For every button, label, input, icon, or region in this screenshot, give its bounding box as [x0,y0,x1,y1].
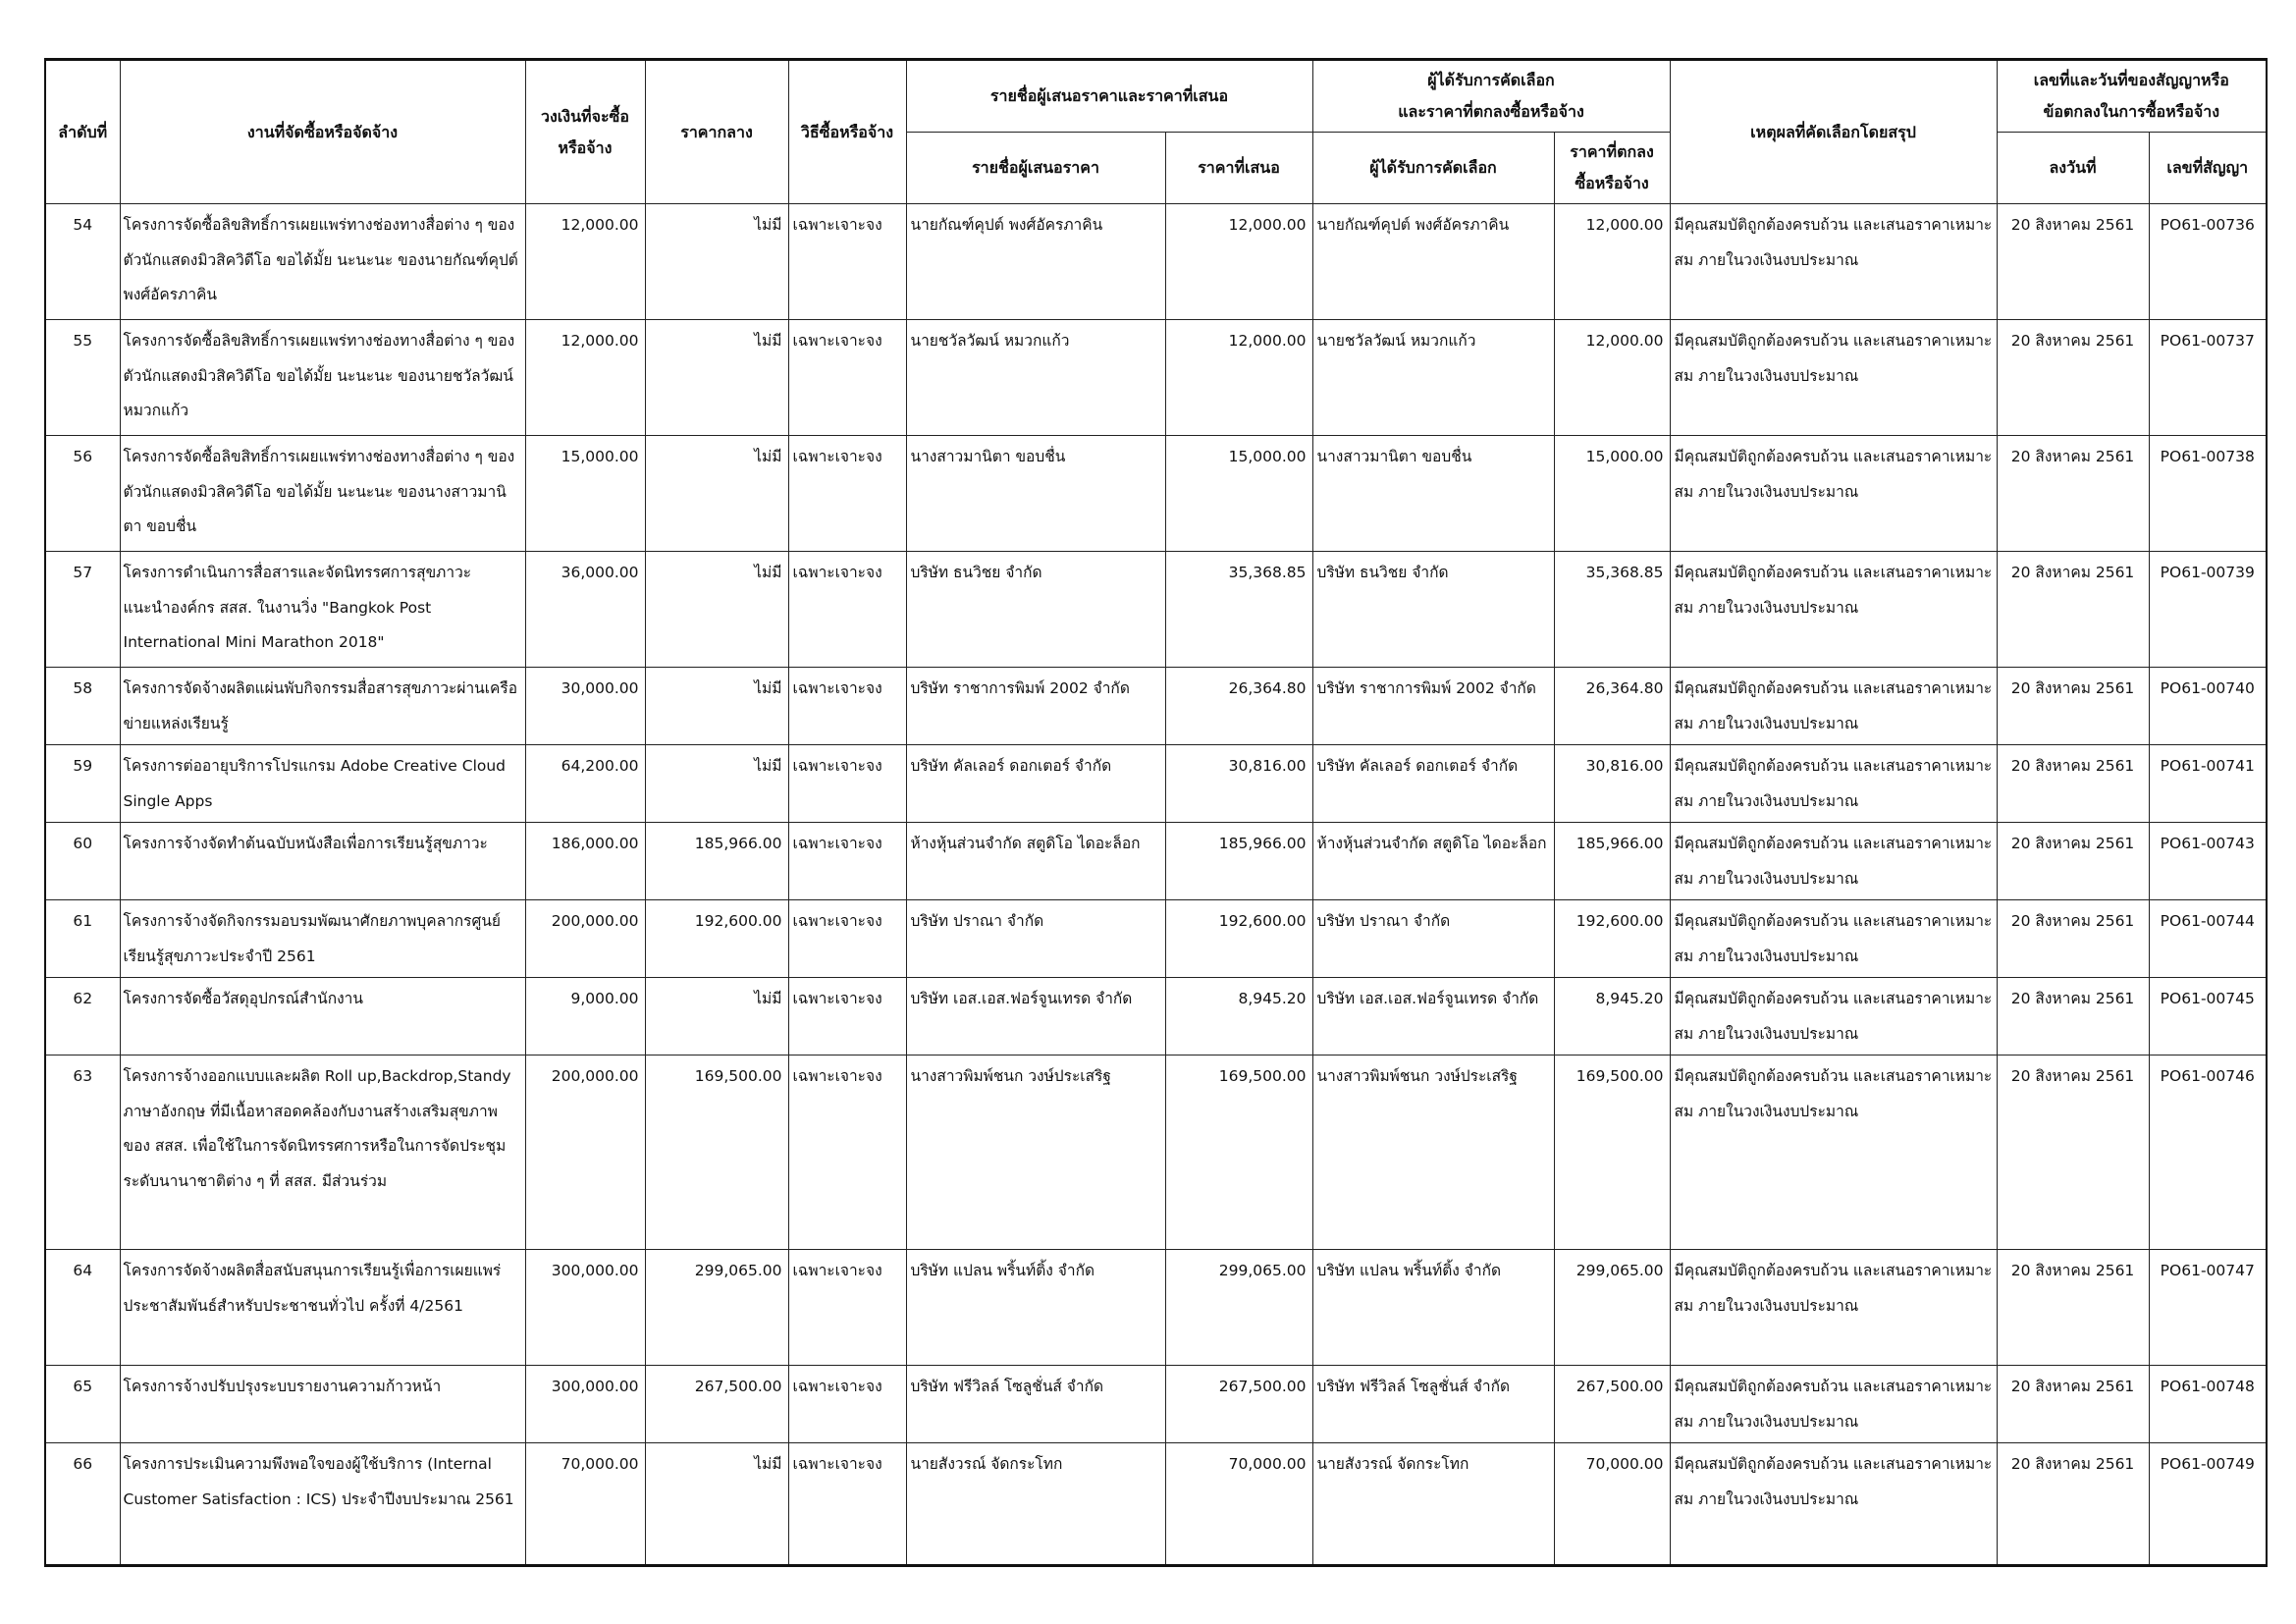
cell-agreed-price: 35,368.85 [1554,552,1670,668]
table-row [45,823,2267,900]
cell-bidder: บริษัท ราชาการพิมพ์ 2002 จำกัด [906,668,1165,745]
cell-bid-price: 267,500.00 [1165,1366,1312,1443]
cell-seq: 54 [45,204,120,320]
cell-budget: 300,000.00 [525,1366,645,1443]
cell-contract: PO61-00748 [2149,1366,2267,1443]
cell-agreed-price: 70,000.00 [1554,1443,1670,1566]
cell-contract: PO61-00744 [2149,900,2267,978]
cell-median: 185,966.00 [645,823,788,900]
cell-bidder: นายชวัลวัฒน์ หมวกแก้ว [906,320,1165,436]
table-row [45,1250,2267,1366]
cell-bid-price: 70,000.00 [1165,1443,1312,1566]
table-row [45,320,2267,436]
cell-bid-price: 169,500.00 [1165,1056,1312,1250]
header-budget-line1: วงเงินที่จะซื้อ [541,106,629,126]
cell-bidder: นายสังวรณ์ จัดกระโทก [906,1443,1165,1566]
cell-seq: 64 [45,1250,120,1366]
cell-reason: มีคุณสมบัติถูกต้องครบถ้วน และเสนอราคาเหมาะสม ภายในวงเงินงบประมาณ [1670,1366,1997,1443]
cell-reason: มีคุณสมบัติถูกต้องครบถ้วน และเสนอราคาเหมาะสม ภายในวงเงินงบประมาณ [1670,900,1997,978]
cell-seq: 65 [45,1366,120,1443]
header-agreed-price [1554,133,1670,204]
cell-project: โครงการจัดจ้างผลิตแผ่นพับกิจกรรมสื่อสารสุขภาวะผ่านเครือข่ายแหล่งเรียนรู้ [120,668,525,745]
cell-seq: 55 [45,320,120,436]
cell-selected: นางสาวมานิตา ขอบชื่น [1312,436,1554,552]
cell-date: 20 สิงหาคม 2561 [1997,204,2149,320]
cell-project: โครงการจัดซื้อลิขสิทธิ์การเผยแพร่ทางช่องทางสื่อต่าง ๆ ของตัวนักแสดงมิวสิควิดีโอ ขอได้มั้ย นะนะนะ ของนายชวัลวัฒน์ หมวกแก้ว [120,320,525,436]
cell-project: โครงการจัดซื้อลิขสิทธิ์การเผยแพร่ทางช่องทางสื่อต่าง ๆ ของตัวนักแสดงมิวสิควิดีโอ ขอได้มั้ย นะนะนะ ของนายกัณฑ์คุปต์ พงศ์อัครภาคิน [120,204,525,320]
cell-agreed-price: 12,000.00 [1554,320,1670,436]
cell-selected: บริษัท ธนวิชย จำกัด [1312,552,1554,668]
cell-agreed-price: 267,500.00 [1554,1366,1670,1443]
cell-contract: PO61-00749 [2149,1443,2267,1566]
header-bidders-group: รายชื่อผู้เสนอราคาและราคาที่เสนอ [906,60,1312,133]
cell-bid-price: 26,364.80 [1165,668,1312,745]
cell-method: เฉพาะเจาะจง [788,745,906,823]
header-budget [525,60,645,204]
table-row [45,204,2267,320]
cell-contract: PO61-00747 [2149,1250,2267,1366]
cell-bidder: ห้างหุ้นส่วนจำกัด สตูดิโอ ไดอะล็อก [906,823,1165,900]
header-bid-price: ราคาที่เสนอ [1165,133,1312,204]
cell-contract: PO61-00743 [2149,823,2267,900]
cell-method: เฉพาะเจาะจง [788,978,906,1056]
cell-contract: PO61-00740 [2149,668,2267,745]
header-contract-group [1997,60,2267,133]
cell-method: เฉพาะเจาะจง [788,1366,906,1443]
cell-date: 20 สิงหาคม 2561 [1997,900,2149,978]
cell-median: ไม่มี [645,320,788,436]
cell-date: 20 สิงหาคม 2561 [1997,823,2149,900]
cell-date: 20 สิงหาคม 2561 [1997,668,2149,745]
cell-reason: มีคุณสมบัติถูกต้องครบถ้วน และเสนอราคาเหมาะสม ภายในวงเงินงบประมาณ [1670,823,1997,900]
cell-date: 20 สิงหาคม 2561 [1997,436,2149,552]
cell-median: 192,600.00 [645,900,788,978]
cell-median: 299,065.00 [645,1250,788,1366]
header-selected-group-line1: ผู้ได้รับการคัดเลือก [1427,71,1555,89]
header-agreed-line2: ซื้อหรือจ้าง [1575,174,1649,192]
header-method: วิธีซื้อหรือจ้าง [788,60,906,204]
cell-budget: 36,000.00 [525,552,645,668]
cell-budget: 30,000.00 [525,668,645,745]
table-row [45,978,2267,1056]
cell-method: เฉพาะเจาะจง [788,436,906,552]
cell-contract: PO61-00745 [2149,978,2267,1056]
cell-contract: PO61-00737 [2149,320,2267,436]
cell-seq: 56 [45,436,120,552]
cell-date: 20 สิงหาคม 2561 [1997,978,2149,1056]
cell-budget: 64,200.00 [525,745,645,823]
cell-seq: 61 [45,900,120,978]
cell-reason: มีคุณสมบัติถูกต้องครบถ้วน และเสนอราคาเหมาะสม ภายในวงเงินงบประมาณ [1670,552,1997,668]
cell-method: เฉพาะเจาะจง [788,552,906,668]
cell-project: โครงการประเมินความพึงพอใจของผู้ใช้บริการ (Internal Customer Satisfaction : ICS) ประจำปีงบประมาณ 2561 [120,1443,525,1566]
cell-bid-price: 15,000.00 [1165,436,1312,552]
cell-bid-price: 12,000.00 [1165,204,1312,320]
cell-bidder: บริษัท คัลเลอร์ ดอกเตอร์ จำกัด [906,745,1165,823]
cell-date: 20 สิงหาคม 2561 [1997,1250,2149,1366]
header-selected-name: ผู้ได้รับการคัดเลือก [1312,133,1554,204]
cell-seq: 63 [45,1056,120,1250]
cell-median: 169,500.00 [645,1056,788,1250]
cell-date: 20 สิงหาคม 2561 [1997,745,2149,823]
cell-agreed-price: 192,600.00 [1554,900,1670,978]
cell-method: เฉพาะเจาะจง [788,1443,906,1566]
cell-selected: บริษัท แปลน พริ้นท์ติ้ง จำกัด [1312,1250,1554,1366]
cell-agreed-price: 169,500.00 [1554,1056,1670,1250]
cell-contract: PO61-00739 [2149,552,2267,668]
header-seq: ลำดับที่ [45,60,120,204]
cell-seq: 66 [45,1443,120,1566]
cell-median: ไม่มี [645,1443,788,1566]
cell-budget: 186,000.00 [525,823,645,900]
table-row [45,668,2267,745]
cell-method: เฉพาะเจาะจง [788,1250,906,1366]
cell-bidder: บริษัท ปราณา จำกัด [906,900,1165,978]
cell-selected: บริษัท ปราณา จำกัด [1312,900,1554,978]
cell-median: ไม่มี [645,668,788,745]
cell-selected: บริษัท เอส.เอส.ฟอร์จูนเทรด จำกัด [1312,978,1554,1056]
cell-project: โครงการจัดซื้อวัสดุอุปกรณ์สำนักงาน [120,978,525,1056]
cell-method: เฉพาะเจาะจง [788,320,906,436]
cell-reason: มีคุณสมบัติถูกต้องครบถ้วน และเสนอราคาเหมาะสม ภายในวงเงินงบประมาณ [1670,320,1997,436]
header-contract-no: เลขที่สัญญา [2149,133,2267,204]
header-work: งานที่จัดซื้อหรือจัดจ้าง [120,60,525,204]
header-contract-group-line1: เลขที่และวันที่ของสัญญาหรือ [2033,71,2229,89]
cell-bidder: นางสาวพิมพ์ชนก วงษ์ประเสริฐ [906,1056,1165,1250]
cell-agreed-price: 299,065.00 [1554,1250,1670,1366]
cell-seq: 57 [45,552,120,668]
header-contract-group-line2: ข้อตกลงในการซื้อหรือจ้าง [2043,102,2220,121]
table-row [45,1443,2267,1566]
cell-median: ไม่มี [645,978,788,1056]
cell-bid-price: 299,065.00 [1165,1250,1312,1366]
cell-date: 20 สิงหาคม 2561 [1997,552,2149,668]
cell-project: โครงการจ้างออกแบบและผลิต Roll up,Backdrop,Standy ภาษาอังกฤษ ที่มีเนื้อหาสอดคล้องกับงานสร้างเสริมสุขภาพ ของ สสส. เพื่อใช้ในการจัดนิทรรศการหรือในการจัดประชุมระดับนานาชาติต่าง ๆ ที่ สสส. มีส่วนร่วม [120,1056,525,1250]
cell-seq: 58 [45,668,120,745]
cell-reason: มีคุณสมบัติถูกต้องครบถ้วน และเสนอราคาเหมาะสม ภายในวงเงินงบประมาณ [1670,204,1997,320]
cell-budget: 12,000.00 [525,204,645,320]
cell-selected: นางสาวพิมพ์ชนก วงษ์ประเสริฐ [1312,1056,1554,1250]
cell-date: 20 สิงหาคม 2561 [1997,1443,2149,1566]
cell-selected: ห้างหุ้นส่วนจำกัด สตูดิโอ ไดอะล็อก [1312,823,1554,900]
cell-selected: นายชวัลวัฒน์ หมวกแก้ว [1312,320,1554,436]
header-selected-group [1312,60,1670,133]
cell-bidder: บริษัท ธนวิชย จำกัด [906,552,1165,668]
cell-agreed-price: 8,945.20 [1554,978,1670,1056]
cell-selected: บริษัท คัลเลอร์ ดอกเตอร์ จำกัด [1312,745,1554,823]
header-median: ราคากลาง [645,60,788,204]
cell-agreed-price: 15,000.00 [1554,436,1670,552]
header-budget-line2: หรือจ้าง [558,137,613,157]
cell-date: 20 สิงหาคม 2561 [1997,320,2149,436]
table-row [45,1056,2267,1250]
cell-median: ไม่มี [645,436,788,552]
cell-agreed-price: 185,966.00 [1554,823,1670,900]
cell-project: โครงการจ้างปรับปรุงระบบรายงานความก้าวหน้า [120,1366,525,1443]
cell-bidder: บริษัท เอส.เอส.ฟอร์จูนเทรด จำกัด [906,978,1165,1056]
cell-selected: บริษัท ฟรีวิลล์ โซลูชั่นส์ จำกัด [1312,1366,1554,1443]
cell-project: โครงการจัดซื้อลิขสิทธิ์การเผยแพร่ทางช่องทางสื่อต่าง ๆ ของตัวนักแสดงมิวสิควิดีโอ ขอได้มั้ย นะนะนะ ของนางสาวมานิตา ขอบชื่น [120,436,525,552]
header-row-1 [45,60,2267,133]
cell-method: เฉพาะเจาะจง [788,900,906,978]
cell-bid-price: 35,368.85 [1165,552,1312,668]
table-row [45,745,2267,823]
table-row [45,900,2267,978]
cell-date: 20 สิงหาคม 2561 [1997,1366,2149,1443]
cell-contract: PO61-00746 [2149,1056,2267,1250]
cell-selected: นายกัณฑ์คุปต์ พงศ์อัครภาคิน [1312,204,1554,320]
cell-contract: PO61-00738 [2149,436,2267,552]
cell-bidder: บริษัท ฟรีวิลล์ โซลูชั่นส์ จำกัด [906,1366,1165,1443]
cell-budget: 15,000.00 [525,436,645,552]
cell-bid-price: 30,816.00 [1165,745,1312,823]
cell-project: โครงการจัดจ้างผลิตสื่อสนับสนุนการเรียนรู้เพื่อการเผยแพร่ประชาสัมพันธ์สำหรับประชาชนทั่วไป ครั้งที่ 4/2561 [120,1250,525,1366]
cell-bidder: บริษัท แปลน พริ้นท์ติ้ง จำกัด [906,1250,1165,1366]
cell-bidder: นางสาวมานิตา ขอบชื่น [906,436,1165,552]
header-bidder-name: รายชื่อผู้เสนอราคา [906,133,1165,204]
cell-bid-price: 8,945.20 [1165,978,1312,1056]
cell-median: 267,500.00 [645,1366,788,1443]
cell-method: เฉพาะเจาะจง [788,823,906,900]
cell-reason: มีคุณสมบัติถูกต้องครบถ้วน และเสนอราคาเหมาะสม ภายในวงเงินงบประมาณ [1670,745,1997,823]
header-reason: เหตุผลที่คัดเลือกโดยสรุป [1670,60,1997,204]
cell-bid-price: 12,000.00 [1165,320,1312,436]
cell-reason: มีคุณสมบัติถูกต้องครบถ้วน และเสนอราคาเหมาะสม ภายในวงเงินงบประมาณ [1670,978,1997,1056]
cell-seq: 59 [45,745,120,823]
cell-median: ไม่มี [645,204,788,320]
cell-median: ไม่มี [645,745,788,823]
cell-median: ไม่มี [645,552,788,668]
cell-bidder: นายกัณฑ์คุปต์ พงศ์อัครภาคิน [906,204,1165,320]
cell-bid-price: 192,600.00 [1165,900,1312,978]
cell-contract: PO61-00736 [2149,204,2267,320]
cell-bid-price: 185,966.00 [1165,823,1312,900]
cell-budget: 200,000.00 [525,900,645,978]
cell-reason: มีคุณสมบัติถูกต้องครบถ้วน และเสนอราคาเหมาะสม ภายในวงเงินงบประมาณ [1670,668,1997,745]
header-selected-group-line2: และราคาที่ตกลงซื้อหรือจ้าง [1398,102,1584,121]
cell-reason: มีคุณสมบัติถูกต้องครบถ้วน และเสนอราคาเหมาะสม ภายในวงเงินงบประมาณ [1670,1250,1997,1366]
cell-budget: 9,000.00 [525,978,645,1056]
table-row [45,436,2267,552]
cell-method: เฉพาะเจาะจง [788,204,906,320]
table-row [45,1366,2267,1443]
cell-project: โครงการจ้างจัดกิจกรรมอบรมพัฒนาศักยภาพบุคลากรศูนย์เรียนรู้สุขภาวะประจำปี 2561 [120,900,525,978]
cell-reason: มีคุณสมบัติถูกต้องครบถ้วน และเสนอราคาเหมาะสม ภายในวงเงินงบประมาณ [1670,1443,1997,1566]
cell-method: เฉพาะเจาะจง [788,668,906,745]
cell-reason: มีคุณสมบัติถูกต้องครบถ้วน และเสนอราคาเหมาะสม ภายในวงเงินงบประมาณ [1670,436,1997,552]
procurement-table [44,58,2268,1567]
cell-seq: 62 [45,978,120,1056]
cell-project: โครงการจ้างจัดทำต้นฉบับหนังสือเพื่อการเรียนรู้สุขภาวะ [120,823,525,900]
cell-contract: PO61-00741 [2149,745,2267,823]
cell-selected: บริษัท ราชาการพิมพ์ 2002 จำกัด [1312,668,1554,745]
cell-budget: 70,000.00 [525,1443,645,1566]
cell-budget: 300,000.00 [525,1250,645,1366]
cell-selected: นายสังวรณ์ จัดกระโทก [1312,1443,1554,1566]
header-date: ลงวันที่ [1997,133,2149,204]
cell-agreed-price: 30,816.00 [1554,745,1670,823]
cell-agreed-price: 12,000.00 [1554,204,1670,320]
cell-budget: 200,000.00 [525,1056,645,1250]
cell-seq: 60 [45,823,120,900]
cell-budget: 12,000.00 [525,320,645,436]
cell-reason: มีคุณสมบัติถูกต้องครบถ้วน และเสนอราคาเหมาะสม ภายในวงเงินงบประมาณ [1670,1056,1997,1250]
table-row [45,552,2267,668]
cell-date: 20 สิงหาคม 2561 [1997,1056,2149,1250]
header-agreed-line1: ราคาที่ตกลง [1570,142,1654,161]
cell-agreed-price: 26,364.80 [1554,668,1670,745]
cell-method: เฉพาะเจาะจง [788,1056,906,1250]
cell-project: โครงการดำเนินการสื่อสารและจัดนิทรรศการสุขภาวะ แนะนำองค์กร สสส. ในงานวิ่ง "Bangkok Post International Mini Marathon 2018" [120,552,525,668]
cell-project: โครงการต่ออายุบริการโปรแกรม Adobe Creative Cloud Single Apps [120,745,525,823]
